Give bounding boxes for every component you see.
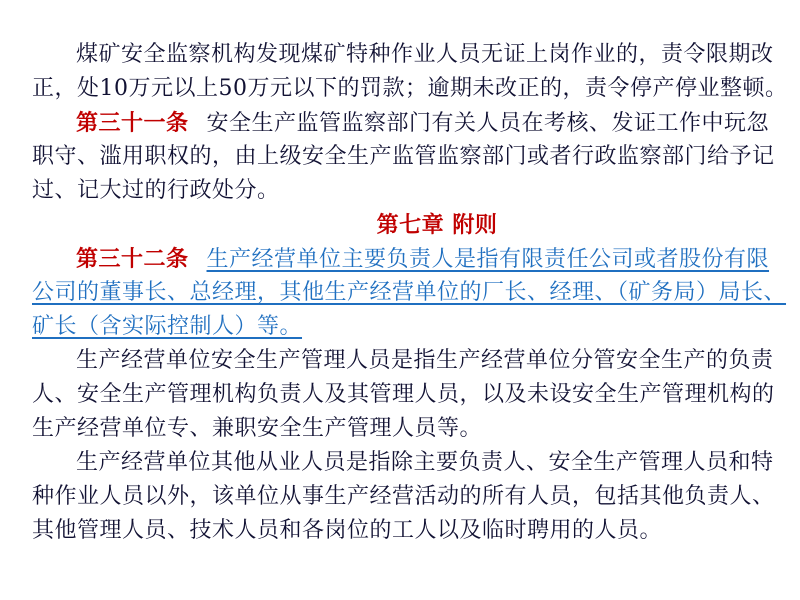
article-32-link[interactable]: 公司的董事长、总经理，其他生产经营单位的厂长、经理、（矿务局）局长、	[32, 280, 787, 305]
paragraph-line: 生产经营单位专、兼职安全生产管理人员等。	[32, 416, 483, 441]
article-31-text: 安全生产监管监察部门有关人员在考核、发证工作中玩忽	[206, 111, 770, 136]
document-page	[32, 38, 788, 548]
chapter-heading: 第七章 附则	[376, 212, 498, 238]
article-32-line	[32, 242, 772, 276]
paragraph-line: 种作业人员以外，该单位从事生产经营活动的所有人员，包括其他负责人、	[32, 484, 775, 509]
paragraph-line: 煤矿安全监察机构发现煤矿特种作业人员无证上岗作业的，责令限期改	[76, 42, 774, 67]
article-31-number: 第三十一条	[76, 110, 189, 136]
paragraph-line: 人、安全生产管理机构负责人及其管理人员，以及未设安全生产管理机构的	[32, 382, 775, 407]
article-32-number: 第三十二条	[76, 246, 189, 272]
article-32-line	[32, 310, 772, 344]
paragraph-line: 职守、滥用职权的，由上级安全生产监管监察部门或者行政监察部门给予记	[32, 144, 775, 169]
paragraph-line: 正，处10万元以上50万元以下的罚款；逾期未改正的，责令停产停业整顿。	[32, 76, 788, 101]
article-31-line	[32, 106, 772, 140]
article-32-line	[32, 276, 787, 310]
paragraph-line: 生产经营单位安全生产管理人员是指生产经营单位分管安全生产的负责	[76, 348, 774, 373]
article-32-link[interactable]: 矿长（含实际控制人）等。	[32, 314, 303, 339]
paragraph-line: 其他管理人员、技术人员和各岗位的工人以及临时聘用的人员。	[32, 518, 663, 543]
paragraph-line: 生产经营单位其他从业人员是指除主要负责人、安全生产管理人员和特	[76, 450, 774, 475]
paragraph-line: 过、记大过的行政处分。	[32, 178, 280, 203]
article-32-link[interactable]: 生产经营单位主要负责人是指有限责任公司或者股份有限	[206, 247, 770, 272]
